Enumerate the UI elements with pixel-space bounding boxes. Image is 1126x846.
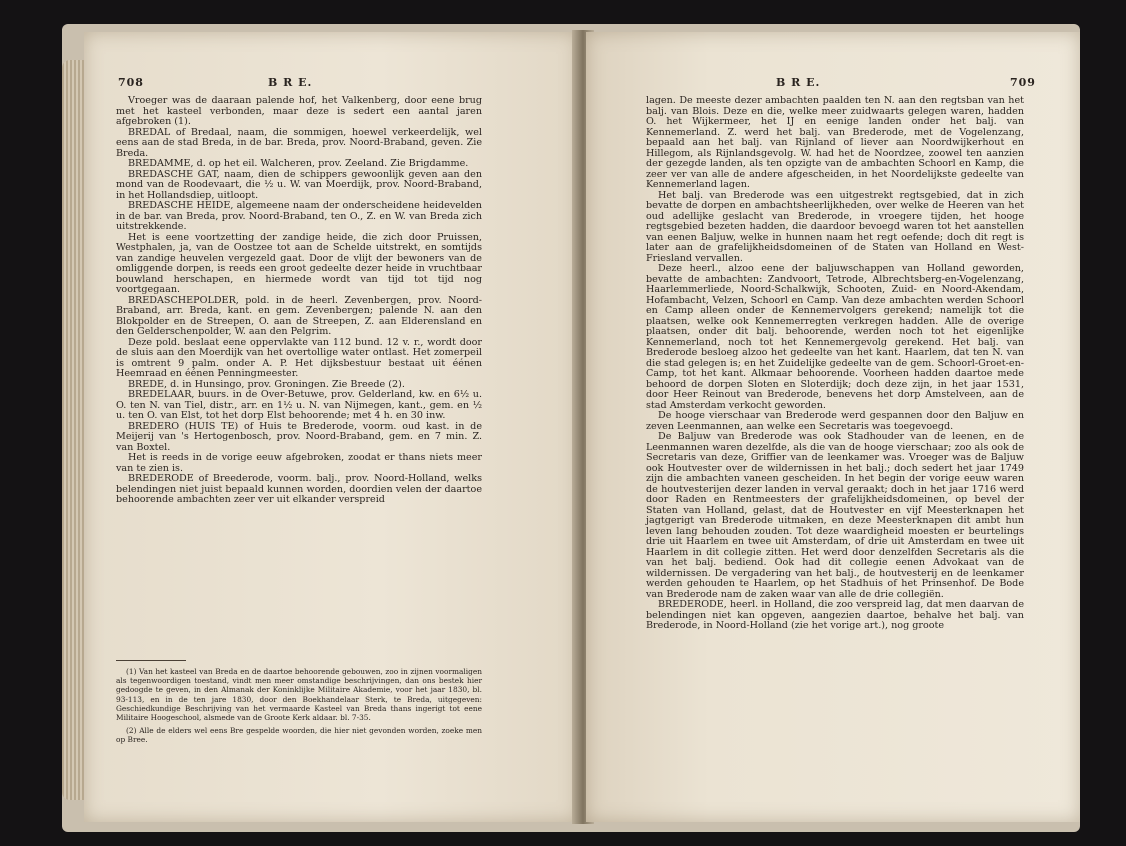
paragraph: BREDASCHE GAT, naam, dien de schippers gewoonlijk geven aan den mond van de Roodevaart, die ½ u. W. van Moerdijk, prov. Noord-Braband, in het Hollandsdiep, uitloopt. [116,168,482,201]
running-title-left: B R E. [268,76,313,89]
left-page [84,32,578,822]
paragraph: Het is reeds in de vorige eeuw afgebroken, zoodat er thans niets meer van te zien is. [116,452,482,474]
paragraph: De Baljuw van Brederode was ook Stadhouder van de leenen, en de Leenmannen waren dezelfde, als die van de hooge vierschaar; zoo als ook de Secretaris van deze, Griffier van de leenkamer was. Vroeger was de Baljuw ook Houtvester over de wildernissen in het balj.; doch sedert het jaar 1749 zijn die ambachten vaneen gescheiden. In het begin der vorige eeuw waren de houtvesterijen dezer landen in verval geraakt; doch in het jaar 1716 werd door Raden en Rentmeesters der grafelijkheidsdomeinen, op bevel der Staten van Holland, gelast, dat de Houtvester en vijf Meesterknapen het jagtgerigt van Brederode uitmaken, en deze Meesterknapen dit ambt hun leven lang behouden zouden. Tot deze waardigheid moesten er beurtelings drie uit Haarlem en twee uit Amsterdam, of drie uit Amsterdam en twee uit Haarlem in dit collegie zitten. Het werd door denzelfden Secretaris als die van het balj. bediend. Ook had dit collegie eenen Advokaat van de wildernissen. De vergadering van het balj., de houtvesterij en de leenkamer werden gehouden te Haarlem, op het Stadhuis of het Prinsenhof. De Bode van Brederode nam de zaken waar van alle de drie collegiën. [646,431,1024,600]
page-number-right: 709 [1010,76,1036,89]
paragraph: De hooge vierschaar van Brederode werd gespannen door den Baljuw en zeven Leenmannen, aan welke een Secretaris was toegevoegd. [646,410,1024,432]
footnote: (1) Van het kasteel van Breda en de daartoe behoorende gebouwen, zoo in zijnen voormaligen als tegenwoordigen toestand, vindt men meer omstandige beschrijvingen, dan ons bestek hier gedoogde te geven, in den Almanak der Koninklijke Militaire Akademie, voor het jaar 1830, bl. 93-113, en in de ten jare 1830, door den Boekhandelaar Sterk, te Breda, uitgegeven: Geschiedkundige Beschrijving van het vermaarde Kasteel van Breda thans ingerigt tot eene Militaire Hoogeschool, alsmede van de Groote Kerk aldaar. bl. 7-35. [116,667,482,723]
paragraph: BREDASCHEPOLDER, pold. in de heerl. Zevenbergen, prov. Noord-Braband, arr. Breda, kant. en gem. Zevenbergen; palende N. aan den Blokpolder en de Streepen, O. aan de Streepen, Z. aan Elderensland en den Gelderschenpolder, W. aan den Pelgrim. [116,294,482,337]
footnote: (2) Alle de elders wel eens Bre gespelde woorden, die hier niet gevonden worden, zoeke men op Bree. [116,726,482,745]
paragraph: BREDASCHE HEIDE, algemeene naam der onderscheidene heidevelden in de bar. van Breda, prov. Noord-Braband, ten O., Z. en W. van Breda zich uitstrekkende. [116,200,482,232]
paragraph: BREDERO (HUIS TE) of Huis te Brederode, voorm. oud kast. in de Meijerij van 's Hertogenbosch, prov. Noord-Braband, gem. en 7 min. Z. van Boxtel. [116,420,482,453]
paragraph: BREDELAAR, buurs. in de Over-Betuwe, prov. Gelderland, kw. en 6½ u. O. ten N. van Tiel, distr., arr. en 1½ u. N. van Nijmegen, kant., gem. en ½ u. ten O. van Elst, tot het dorp Elst behoorende; met 4 h. en 30 inw. [116,389,482,421]
paragraph: BREDERODE, heerl. in Holland, die zoo verspreid lag, dat men daarvan de belendingen niet kan opgeven, aangezien daartoe, behalve het balj. van Brederode, in Noord-Holland (zie het vorige art.), nog groote [646,599,1024,631]
running-title-right: B R E. [776,76,821,89]
paragraph: BREDERODE of Breederode, voorm. balj., prov. Noord-Holland, welks belendingen niet juist bepaald kunnen worden, doordien velen der daartoe behoorende ambachten zeer ver uit elkander verspreid [116,473,482,505]
footnotes [116,660,482,749]
right-column [646,96,1024,632]
paragraph: Het is eene voortzetting der zandige heide, die zich door Pruissen, Westphalen, ja, van de Oostzee tot aan de Schelde uitstrekt, en somtijds van zandige heuvelen vergezeld gaat. Door de vlijt der bewoners van de omliggende dorpen, is reeds een groot gedeelte dezer heide in vruchtbaar bouwland herschapen, en hiermede wordt van tijd tot tijd nog voortgegaan. [116,231,482,295]
paragraph: Het balj. van Brederode was een uitgestrekt regtsgebied, dat in zich bevatte de dorpen en ambachtsheerlijkheden, over welke de Heeren van het oud adellijke geslacht van Brederode, in vroegere tijden, het hooge regtsgebied bezeten hadden, die daardoor bevoegd waren tot het aanstellen van eenen Baljuw, welke in hunnen naam het regt oefende; doch dit regt is later aan de grafelijkheidsdomeinen of de Staten van Holland en West-Friesland vervallen. [646,189,1024,264]
left-column [116,96,482,506]
right-page [586,32,1080,822]
page-edges [62,60,84,800]
paragraph: Deze pold. beslaat eene oppervlakte van 112 bund. 12 v. r., wordt door de sluis aan den Moerdijk van het overtollige water ontlast. Het zomerpeil is omtrent 9 palm. onder A. P. Het dijksbestuur bestaat uit éénen Heemraad en éénen Penningmeester. [116,336,482,379]
page-number-left: 708 [118,76,144,89]
footnote-rule [116,660,186,661]
paragraph: BREDE, d. in Hunsingo, prov. Groningen. Zie Breede (2). [128,378,405,390]
paragraph: BREDAMME, d. op het eil. Walcheren, prov. Zeeland. Zie Brigdamme. [128,158,469,169]
paragraph: BREDAL of Bredaal, naam, die sommigen, hoewel verkeerdelijk, wel eens aan de stad Breda, in de bar. Breda, prov. Noord-Braband, geven. Zie Breda. [116,126,482,159]
paragraph: Deze heerl., alzoo eene der baljuwschappen van Holland geworden, bevatte de ambachten: Zandvoort, Tetrode, Albrechtsberg-en-Vogelenzang, Haarlemmerliede, Noord-Schalkwijk, Schooten, Zuid- en Noord-Akendam, Hofambacht, Velzen, Schoorl en Camp. Van deze ambachten werden Schoorl en Camp alleen onder de Kennemervolgers gerekend; namelijk tot die plaatsen, welke ook Kennemerregten verkregen hadden. Alle de overige plaatsen, onder dit balj. behoorende, werden noch tot het eigenlijke Kennemerland, noch tot het Kennemergevolg gerekend. Het balj. van Brederode besloeg alzoo het gedeelte van het kant. Haarlem, dat ten N. van die stad gelegen is; en het Zuidelijke gedeelte van de gem. Schoorl-Groet-en-Camp, tot het kant. Alkmaar behoorende. Voorheen hadden daartoe mede behoord de dorpen Sloten en Sloterdijk; doch deze zijn, in het jaar 1531, door Heer Reinout van Brederode, benevens het dorp Amstelveen, aan de stad Amsterdam verkocht geworden. [646,263,1024,411]
paragraph: lagen. De meeste dezer ambachten paalden ten N. aan den regtsban van het balj. van Blois. Deze en die, welke meer zuidwaarts gelegen waren, hadden O. het Wijkermeer, het IJ en eenige landen onder het balj. van Kennemerland. Z. werd het balj. van Brederode, met de Vogelenzang, bepaald aan het balj. van Rijnland of liever aan Noordwijkerhout en Hillegom, als Rijnlandsgevolg. W. had het de Noordzee, zoowel ten aanzien der gezegde landen, als ten opzigte van de ambachten Schoorl en Kamp, die zeer ver van alle de andere afgescheiden, in het Noordelijkste gedeelte van Kennemerland lagen. [646,95,1024,190]
paragraph: Vroeger was de daaraan palende hof, het Valkenberg, door eene brug met het kasteel verbonden, maar deze is sedert een aantal jaren afgebroken (1). [116,95,482,127]
